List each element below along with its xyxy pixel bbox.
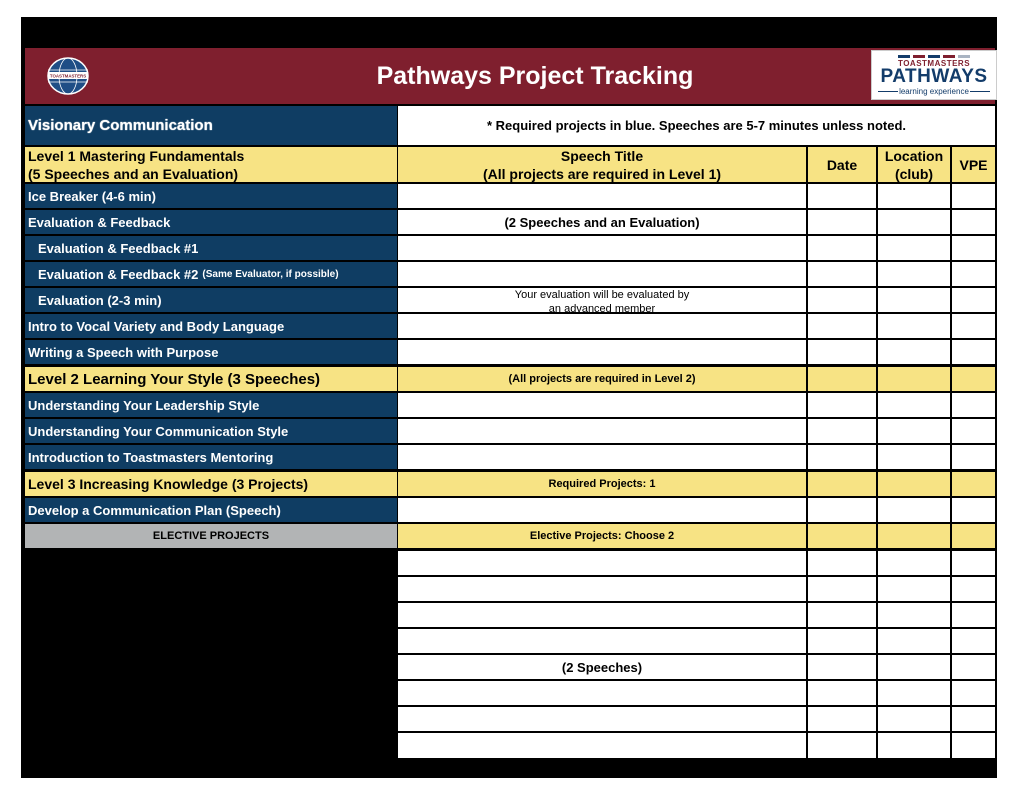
grid-cell-location-row-15[interactable] — [878, 551, 950, 575]
elective-projects-note: Elective Projects: Choose 2 — [529, 530, 675, 542]
project-evaluation-feedback-2-note: (Same Evaluator, if possible) — [202, 268, 339, 280]
grid-cell-title-row-9[interactable] — [398, 393, 806, 417]
grid-cell-title-row-21[interactable] — [398, 707, 806, 731]
grid-cell-location-row-19[interactable] — [878, 655, 950, 679]
project-evaluation: Evaluation (2-3 min) — [25, 288, 397, 312]
location-header — [878, 147, 950, 182]
grid-cell-date-row-2[interactable] — [808, 210, 876, 234]
project-ice-breaker: Ice Breaker (4-6 min) — [25, 184, 397, 208]
grid-cell-location-row-13[interactable] — [878, 498, 950, 522]
grid-cell-title-row-16[interactable] — [398, 577, 806, 601]
grid-cell-vpe-row-16[interactable] — [952, 577, 995, 601]
grid-cell-vpe-row-22[interactable] — [952, 733, 995, 758]
grid-cell-title-row-4[interactable] — [398, 262, 806, 286]
level3-heading: Level 3 Increasing Knowledge (3 Projects) — [25, 472, 397, 496]
project-mentoring: Introduction to Toastmasters Mentoring — [25, 445, 397, 469]
grid-cell-date-row-14[interactable] — [808, 524, 876, 548]
level3-required-note: Required Projects: 1 — [548, 478, 656, 490]
grid-cell-date-row-3[interactable] — [808, 236, 876, 260]
logo-color-bars — [898, 55, 970, 58]
grid-cell-location-row-21[interactable] — [878, 707, 950, 731]
grid-cell-date-row-18[interactable] — [808, 629, 876, 653]
grid-cell-date-row-6[interactable] — [808, 314, 876, 338]
grid-cell-location-row-4[interactable] — [878, 262, 950, 286]
grid-cell-title-row-3[interactable] — [398, 236, 806, 260]
grid-cell-date-row-11[interactable] — [808, 445, 876, 469]
grid-cell-vpe-row-10[interactable] — [952, 419, 995, 443]
project-communication-style: Understanding Your Communication Style — [25, 419, 397, 443]
grid-cell-vpe-row-1[interactable] — [952, 184, 995, 208]
grid-cell-location-row-8[interactable] — [878, 367, 950, 391]
location-sublabel: (club) — [894, 165, 934, 182]
project-evaluation-feedback-2 — [25, 262, 397, 286]
grid-cell-vpe-row-8[interactable] — [952, 367, 995, 391]
globe-logo-text: TOASTMASTERS — [49, 73, 87, 79]
grid-cell-location-row-2[interactable] — [878, 210, 950, 234]
elective-projects-label: ELECTIVE PROJECTS — [25, 524, 397, 548]
grid-cell-location-row-5[interactable] — [878, 288, 950, 312]
project-leadership-style: Understanding Your Leadership Style — [25, 393, 397, 417]
grid-cell-date-row-7[interactable] — [808, 340, 876, 364]
toastmasters-globe-icon — [45, 56, 91, 96]
grid-cell-date-row-5[interactable] — [808, 288, 876, 312]
grid-cell-vpe-row-18[interactable] — [952, 629, 995, 653]
evaluation-note — [398, 288, 806, 316]
grid-cell-date-row-21[interactable] — [808, 707, 876, 731]
elective-speeches-note: (2 Speeches) — [561, 659, 643, 675]
speech-title-label: Speech Title — [560, 147, 644, 164]
grid-cell-title-row-7[interactable] — [398, 340, 806, 364]
grid-cell-location-row-17[interactable] — [878, 603, 950, 627]
pathways-logo — [871, 50, 997, 100]
grid-cell-date-row-9[interactable] — [808, 393, 876, 417]
evaluation-note-line1: Your evaluation will be evaluated by — [514, 289, 690, 301]
grid-cell-vpe-row-2[interactable] — [952, 210, 995, 234]
grid-cell-date-row-1[interactable] — [808, 184, 876, 208]
grid-cell-location-row-1[interactable] — [878, 184, 950, 208]
grid-cell-vpe-row-9[interactable] — [952, 393, 995, 417]
logo-toastmasters-text: TOASTMASTERS — [897, 59, 971, 68]
grid-cell-location-row-10[interactable] — [878, 419, 950, 443]
location-label: Location — [884, 147, 944, 164]
grid-cell-vpe-row-21[interactable] — [952, 707, 995, 731]
grid-cell-date-row-20[interactable] — [808, 681, 876, 705]
page-title: Pathways Project Tracking — [376, 62, 694, 90]
project-vocal-variety: Intro to Vocal Variety and Body Language — [25, 314, 397, 338]
grid-cell-date-row-8[interactable] — [808, 367, 876, 391]
grid-cell-location-row-12[interactable] — [878, 472, 950, 496]
path-name: Visionary Communication — [25, 106, 397, 145]
grid-cell-vpe-row-13[interactable] — [952, 498, 995, 522]
title-banner — [25, 48, 995, 104]
grid-cell-vpe-row-6[interactable] — [952, 314, 995, 338]
vpe-header: VPE — [952, 147, 995, 182]
grid-cell-date-row-22[interactable] — [808, 733, 876, 758]
level1-subtitle: (5 Speeches and an Evaluation) — [28, 166, 239, 182]
grid-cell-vpe-row-7[interactable] — [952, 340, 995, 364]
grid-cell-vpe-row-4[interactable] — [952, 262, 995, 286]
grid-cell-date-row-15[interactable] — [808, 551, 876, 575]
grid-cell-title-row-15[interactable] — [398, 551, 806, 575]
grid-cell-date-row-19[interactable] — [808, 655, 876, 679]
logo-pathways-text: PATHWAYS — [880, 66, 988, 87]
level1-title: Level 1 Mastering Fundamentals — [28, 148, 245, 164]
project-evaluation-feedback-2-label: Evaluation & Feedback #2 — [38, 266, 199, 282]
level2-heading: Level 2 Learning Your Style (3 Speeches) — [25, 367, 397, 391]
grid-cell-date-row-10[interactable] — [808, 419, 876, 443]
project-communication-plan: Develop a Communication Plan (Speech) — [25, 498, 397, 522]
grid-cell-location-row-18[interactable] — [878, 629, 950, 653]
evaluation-note-line2: an advanced member — [548, 303, 656, 315]
grid-cell-date-row-17[interactable] — [808, 603, 876, 627]
grid-cell-title-row-22[interactable] — [398, 733, 806, 758]
grid-cell-vpe-row-15[interactable] — [952, 551, 995, 575]
evaluation-feedback-note: (2 Speeches and an Evaluation) — [504, 214, 700, 230]
grid-cell-location-row-20[interactable] — [878, 681, 950, 705]
grid-cell-vpe-row-3[interactable] — [952, 236, 995, 260]
grid-cell-location-row-16[interactable] — [878, 577, 950, 601]
grid-cell-vpe-row-14[interactable] — [952, 524, 995, 548]
grid-cell-vpe-row-20[interactable] — [952, 681, 995, 705]
level2-note: (All projects are required in Level 2) — [508, 373, 696, 385]
project-evaluation-feedback: Evaluation & Feedback — [25, 210, 397, 234]
grid-cell-title-row-18[interactable] — [398, 629, 806, 653]
grid-cell-location-row-6[interactable] — [878, 314, 950, 338]
grid-cell-location-row-11[interactable] — [878, 445, 950, 469]
grid-cell-vpe-row-5[interactable] — [952, 288, 995, 312]
grid-cell-date-row-16[interactable] — [808, 577, 876, 601]
grid-cell-title-row-1[interactable] — [398, 184, 806, 208]
grid-cell-vpe-row-19[interactable] — [952, 655, 995, 679]
grid-cell-title-row-20[interactable] — [398, 681, 806, 705]
speech-title-header — [398, 147, 806, 182]
grid-cell-date-row-12[interactable] — [808, 472, 876, 496]
grid-cell-location-row-7[interactable] — [878, 340, 950, 364]
grid-cell-vpe-row-17[interactable] — [952, 603, 995, 627]
grid-cell-vpe-row-12[interactable] — [952, 472, 995, 496]
grid-cell-location-row-3[interactable] — [878, 236, 950, 260]
grid-cell-title-row-6[interactable] — [398, 314, 806, 338]
project-speech-purpose: Writing a Speech with Purpose — [25, 340, 397, 364]
project-evaluation-feedback-1: Evaluation & Feedback #1 — [25, 236, 397, 260]
grid-cell-location-row-22[interactable] — [878, 733, 950, 758]
grid-cell-title-row-10[interactable] — [398, 419, 806, 443]
level1-heading — [25, 147, 397, 182]
logo-subtitle-text: learning experience — [899, 87, 969, 96]
grid-cell-date-row-4[interactable] — [808, 262, 876, 286]
grid-cell-vpe-row-11[interactable] — [952, 445, 995, 469]
grid-cell-date-row-13[interactable] — [808, 498, 876, 522]
date-header: Date — [808, 147, 876, 182]
grid-cell-title-row-13[interactable] — [398, 498, 806, 522]
speech-title-note: (All projects are required in Level 1) — [482, 165, 722, 182]
required-note: * Required projects in blue. Speeches are 5-7 minutes unless noted. — [398, 106, 995, 145]
grid-cell-location-row-14[interactable] — [878, 524, 950, 548]
grid-cell-title-row-17[interactable] — [398, 603, 806, 627]
grid-cell-title-row-11[interactable] — [398, 445, 806, 469]
grid-cell-location-row-9[interactable] — [878, 393, 950, 417]
